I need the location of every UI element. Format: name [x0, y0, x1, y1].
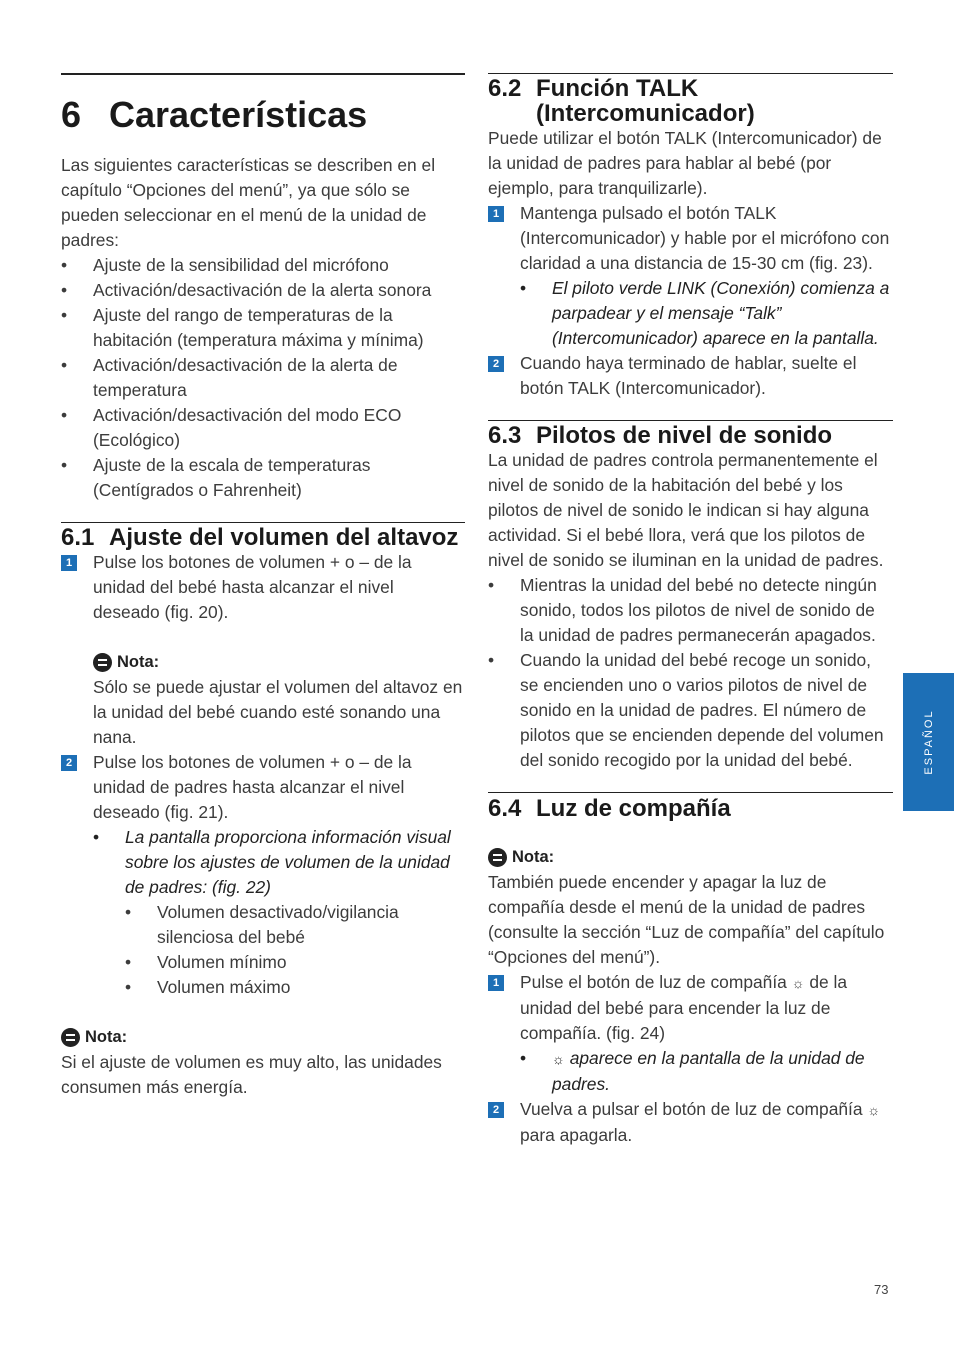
step-result-list	[61, 825, 465, 900]
note-text: También puede encender y apagar la luz de compañía desde el menú de la unidad de padres (consulte la sección “Luz de compañía” del capítulo “Opciones del menú”).	[488, 872, 885, 967]
list-item: • Activación/desactivación de la alerta de temperatura	[61, 353, 465, 403]
step-number-badge: 2	[488, 1102, 504, 1118]
note-text: Sólo se puede ajustar el volumen del altavoz en la unidad del bebé cuando esté sonando una nana.	[93, 677, 463, 747]
section-rule	[488, 73, 893, 74]
right-column	[488, 73, 893, 1148]
note-icon	[61, 1028, 80, 1047]
note-icon	[488, 848, 507, 867]
step-number-badge: 2	[61, 755, 77, 771]
list-item: • Volumen máximo	[125, 975, 465, 1000]
page-number: 73	[874, 1282, 889, 1297]
step-1: 1 Pulse los botones de volumen + o – de la unidad del bebé hasta alcanzar el nivel deseado (fig. 20).	[61, 550, 465, 625]
list-item: • Ajuste del rango de temperaturas de la habitación (temperatura máxima y mínima)	[61, 303, 465, 353]
section-6-2	[488, 73, 893, 401]
note-box	[61, 1025, 465, 1100]
section-6-3	[488, 420, 893, 773]
step-2: 2 Vuelva a pulsar el botón de luz de compañía ☼ para apagarla.	[488, 1097, 893, 1148]
note-text: Si el ajuste de volumen es muy alto, las unidades consumen más energía.	[61, 1052, 442, 1097]
note-box	[61, 650, 465, 750]
list-item: • Mientras la unidad del bebé no detecte ningún sonido, todos los pilotos de nivel de sonido de la unidad de padres permanecerán apagados.	[488, 573, 893, 648]
section-rule	[61, 522, 465, 523]
step-number-badge: 1	[488, 206, 504, 222]
companion-light-icon: ☼	[867, 1102, 881, 1118]
section-heading: 6.2 Función TALK (Intercomunicador)	[488, 75, 755, 127]
list-item: • Ajuste de la escala de temperaturas (Centígrados o Fahrenheit)	[61, 453, 465, 503]
list-item: • Activación/desactivación de la alerta sonora	[61, 278, 465, 303]
chapter-bullet-list	[61, 253, 465, 503]
step-result: • El piloto verde LINK (Conexión) comienza a parpadear y el mensaje “Talk” (Intercomunicador) aparece en la pantalla.	[520, 276, 893, 351]
top-rule	[61, 73, 465, 75]
section-heading: 6.4 Luz de compañía	[488, 795, 731, 822]
language-side-tab: ESPAÑOL	[903, 673, 954, 811]
note-label: Nota:	[85, 1028, 128, 1046]
companion-light-icon: ☼	[552, 1051, 565, 1067]
step-1: 1 Pulse el botón de luz de compañía ☼ de la unidad del bebé para encender la luz de compañía. (fig. 24)	[488, 970, 893, 1046]
section-6-1	[61, 522, 465, 1100]
note-icon	[93, 653, 112, 672]
section-rule	[488, 792, 893, 793]
step-result: • La pantalla proporciona información visual sobre los ajustes de volumen de la unidad de padres: (fig. 22)	[93, 825, 465, 900]
step-number-badge: 1	[488, 975, 504, 991]
left-column	[61, 73, 465, 1100]
section-intro: Puede utilizar el botón TALK (Intercomunicador) de la unidad de padres para hablar al bebé (por ejemplo, para tranquilizarle).	[488, 128, 882, 198]
section-heading: 6.3 Pilotos de nivel de sonido	[488, 422, 833, 449]
note-label: Nota:	[512, 848, 555, 866]
companion-light-icon: ☼	[791, 975, 805, 991]
section-6-4	[488, 792, 893, 1148]
step-result: • ☼ aparece en la pantalla de la unidad de padres.	[520, 1046, 893, 1097]
section-intro: La unidad de padres controla permanentemente el nivel de sonido de la habitación del bebé y los pilotos de nivel de sonido le indican si hay alguna actividad. Si el bebé llora, verá que los pilotos de nivel de sonido se iluminan en la unidad de padres.	[488, 450, 884, 570]
step-1: 1 Mantenga pulsado el botón TALK (Intercomunicador) y hable por el micrófono con claridad a una distancia de 15-30 cm (fig. 23).	[488, 201, 893, 276]
list-item: • Ajuste de la sensibilidad del micrófono	[61, 253, 465, 278]
section-heading: 6.1 Ajuste del volumen del altavoz	[61, 524, 459, 551]
list-item: • Volumen desactivado/vigilancia silenciosa del bebé	[125, 900, 465, 950]
list-item: • Activación/desactivación del modo ECO (Ecológico)	[61, 403, 465, 453]
step-result-list	[488, 276, 893, 351]
note-label: Nota:	[117, 653, 160, 671]
step-number-badge: 1	[61, 555, 77, 571]
chapter-intro: Las siguientes características se describen en el capítulo “Opciones del menú”, ya que sólo se pueden seleccionar en el menú de la unidad de padres:	[61, 155, 436, 250]
list-item: • Volumen mínimo	[125, 950, 465, 975]
step-2: 2 Pulse los botones de volumen + o – de la unidad de padres hasta alcanzar el nivel deseado (fig. 21).	[61, 750, 465, 825]
chapter-heading: 6 Características	[61, 94, 368, 135]
step-result-list	[488, 1046, 893, 1097]
step-2: 2 Cuando haya terminado de hablar, suelte el botón TALK (Intercomunicador).	[488, 351, 893, 401]
section-bullet-list	[488, 573, 893, 773]
list-item: • Cuando la unidad del bebé recoge un sonido, se encienden uno o varios pilotos de nivel de sonido en la unidad de padres. El número de pilotos que se encienden depende del volumen del sonido recogido por la unidad del bebé.	[488, 648, 893, 773]
step-number-badge: 2	[488, 356, 504, 372]
note-box	[488, 845, 893, 970]
volume-levels-list	[61, 900, 465, 1000]
section-rule	[488, 420, 893, 421]
